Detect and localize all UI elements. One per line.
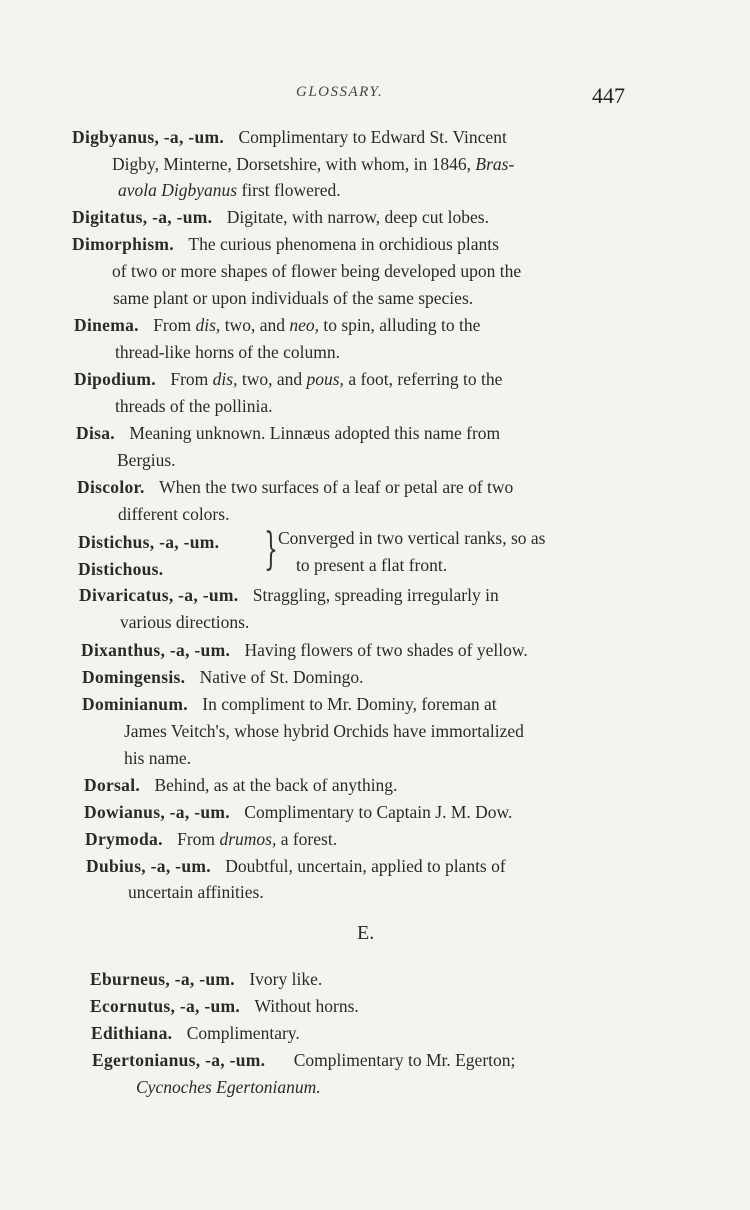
entry-text: Straggling, spreading irregularly in — [252, 585, 499, 605]
entry-text: threads of the pollinia. — [115, 396, 273, 416]
entry-text-italic: neo, — [289, 315, 319, 335]
entry-text: Complimentary to Mr. Egerton; — [293, 1050, 516, 1070]
entry-term: Dipodium. — [74, 369, 156, 389]
entry-text: to spin, alluding to the — [323, 315, 481, 335]
entry-text: uncertain affinities. — [128, 882, 264, 902]
entry-text: a forest. — [280, 829, 338, 849]
entry-text: Doubtful, uncertain, applied to plants of — [225, 856, 506, 876]
entry-text: Ivory like. — [249, 969, 323, 989]
entry-text: In compliment to Mr. Dominy, foreman at — [202, 694, 497, 714]
entry-text: his name. — [124, 748, 192, 768]
entry-term: Distichous. — [78, 559, 164, 579]
entry-text-italic: avola Digbyanus — [118, 180, 238, 200]
entry-term: Dorsal. — [84, 775, 141, 795]
entry-term: Drymoda. — [85, 829, 163, 849]
entry-text: James Veitch's, whose hybrid Orchids have immortalized — [124, 721, 524, 741]
entry-text: Bergius. — [117, 450, 176, 470]
entry-text: Native of St. Domingo. — [199, 667, 364, 687]
entry-term: Dimorphism. — [72, 234, 174, 254]
entry-text: a foot, referring to the — [348, 369, 503, 389]
entry-text: Digitate, with narrow, deep cut lobes. — [226, 207, 489, 227]
entry-term: Digitatus, -a, -um. — [72, 207, 213, 227]
entry-text: various directions. — [120, 612, 250, 632]
page-number: 447 — [592, 83, 625, 108]
entry-term: Dominianum. — [82, 694, 188, 714]
running-head: GLOSSARY. — [296, 84, 384, 100]
entry-text: Complimentary. — [186, 1023, 300, 1043]
entry-text: first flowered. — [241, 180, 341, 200]
entry-text-italic: pous, — [306, 369, 344, 389]
entry-term: Dixanthus, -a, -um. — [81, 640, 231, 660]
entry-text: From — [177, 829, 216, 849]
entry-text: When the two surfaces of a leaf or petal are of two — [159, 477, 514, 497]
entry-text: same plant or upon individuals of the same species. — [113, 288, 474, 308]
entry-text: Converged in two vertical ranks, so as — [278, 528, 546, 548]
entry-term: Dubius, -a, -um. — [86, 856, 211, 876]
entry-term: Egertonianus, -a, -um. — [92, 1050, 266, 1070]
entry-text: Complimentary to Edward St. Vincent — [238, 127, 507, 147]
entry-text: The curious phenomena in orchidious plants — [188, 234, 499, 254]
entry-text-italic: dis, — [195, 315, 221, 335]
entry-text: Without horns. — [254, 996, 359, 1016]
section-heading: E. — [357, 922, 375, 944]
entry-text-italic: Bras- — [475, 154, 515, 174]
entry-term: Domingensis. — [82, 667, 186, 687]
entry-term: Dowianus, -a, -um. — [84, 802, 230, 822]
entry-term: Divaricatus, -a, -um. — [79, 585, 239, 605]
entry-term: Distichus, -a, -um. — [78, 532, 220, 552]
entry-text: to present a flat front. — [296, 555, 448, 575]
entry-text: thread-like horns of the column. — [115, 342, 341, 362]
entry-text: of two or more shapes of flower being developed upon the — [112, 261, 522, 281]
entry-term: Disa. — [76, 423, 115, 443]
entry-text: Digby, Minterne, Dorsetshire, with whom, in 1846, — [112, 154, 472, 174]
entry-term: Edithiana. — [91, 1023, 173, 1043]
entry-text: two, and — [241, 369, 303, 389]
entry-text: Complimentary to Captain J. M. Dow. — [244, 802, 513, 822]
entry-text-italic: Cycnoches Egertonianum. — [136, 1077, 321, 1097]
entry-text: Meaning unknown. Linnæus adopted this name from — [129, 423, 501, 443]
entry-term: Eburneus, -a, -um. — [90, 969, 235, 989]
entry-text: From — [153, 315, 192, 335]
entry-text: Having flowers of two shades of yellow. — [244, 640, 528, 660]
entry-text: From — [170, 369, 209, 389]
entry-term: Dinema. — [74, 315, 139, 335]
entry-text-italic: drumos, — [219, 829, 277, 849]
brace-icon: } — [264, 524, 278, 575]
entry-term: Discolor. — [77, 477, 145, 497]
entry-term: Digbyanus, -a, -um. — [72, 127, 225, 147]
entry-text: different colors. — [118, 504, 230, 524]
entry-text: two, and — [224, 315, 285, 335]
entry-term: Ecornutus, -a, -um. — [90, 996, 241, 1016]
entry-text: Behind, as at the back of anything. — [154, 775, 398, 795]
entry-text-italic: dis, — [212, 369, 238, 389]
